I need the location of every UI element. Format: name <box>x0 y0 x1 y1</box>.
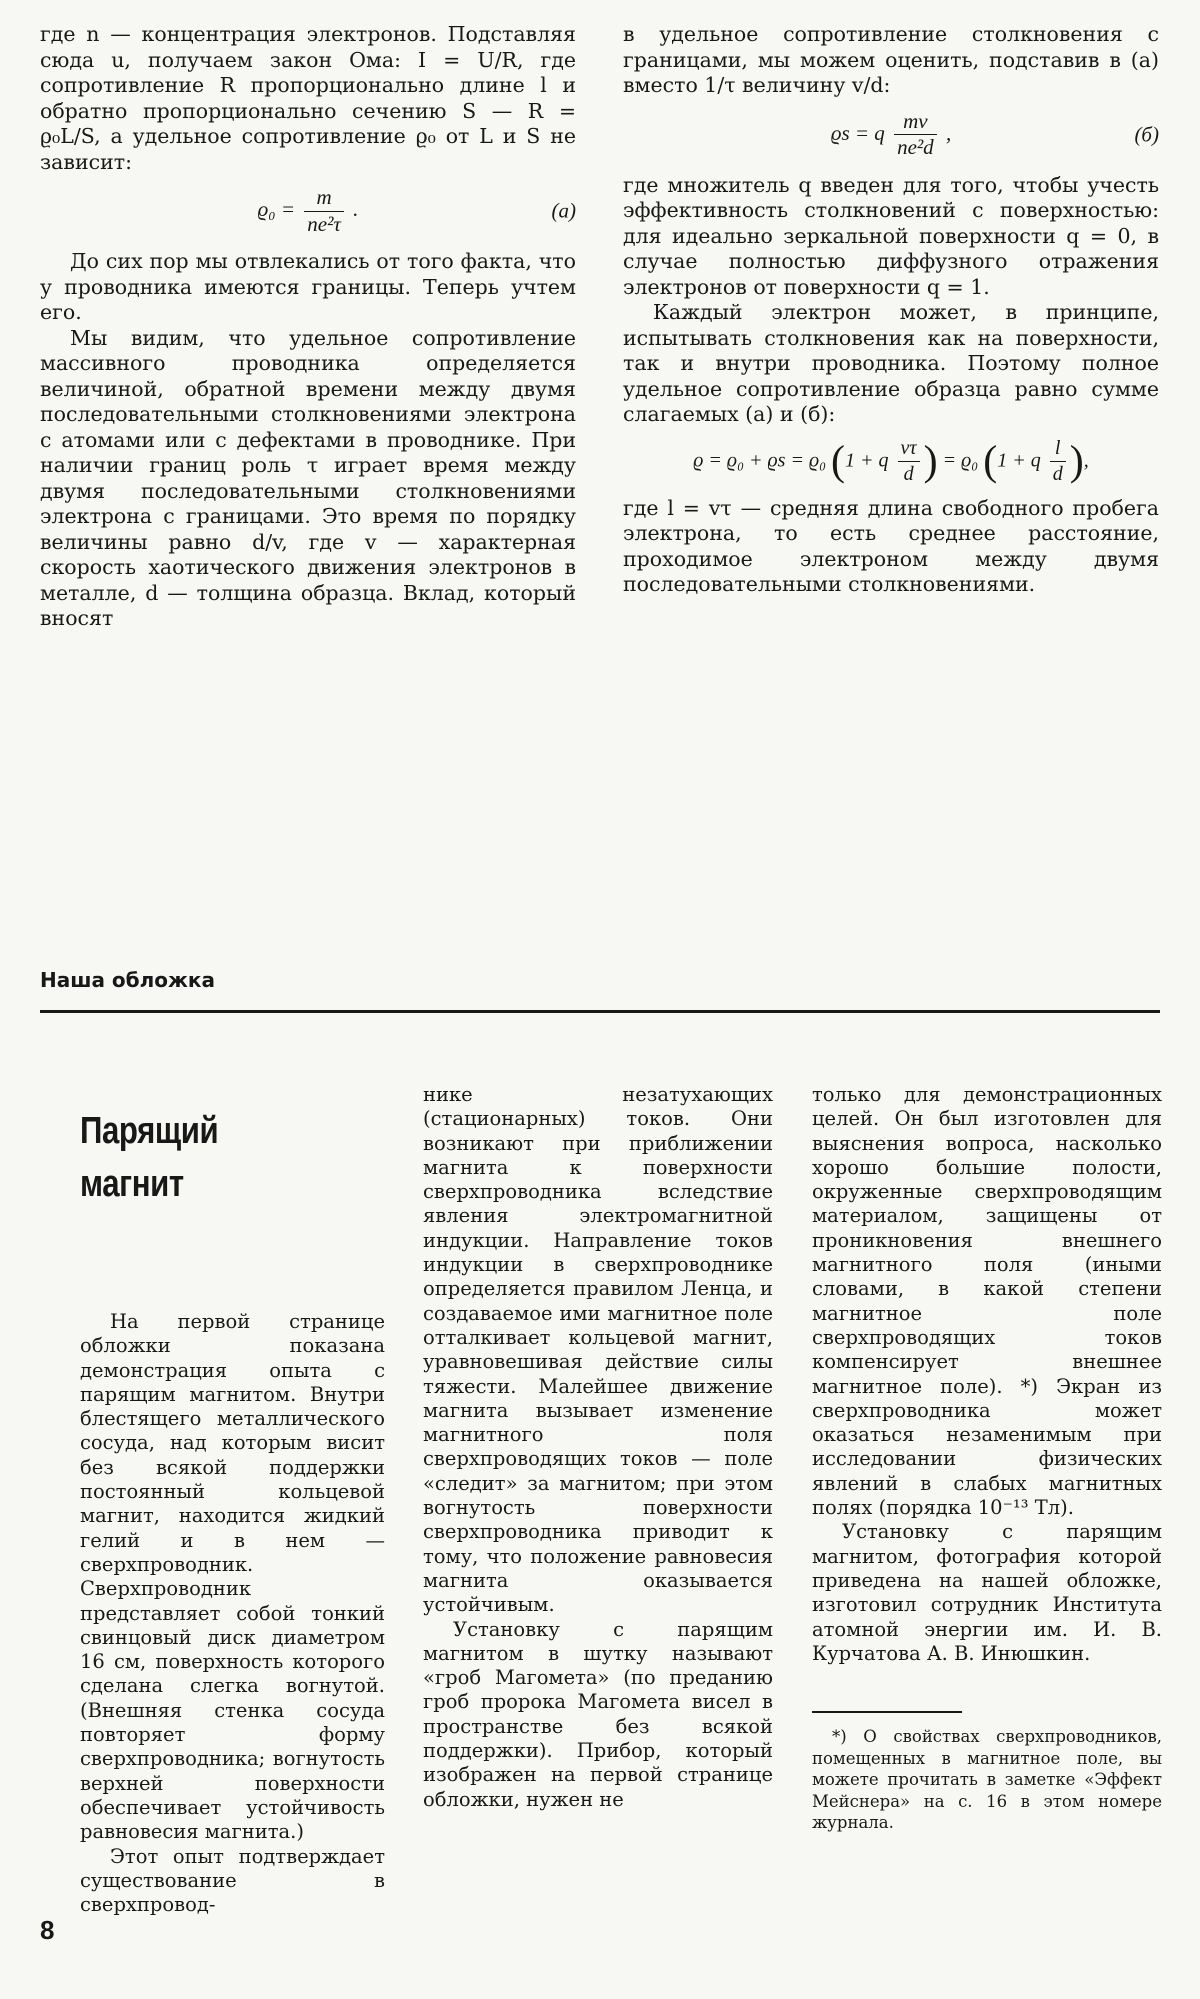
left-paren: ( <box>831 437 846 484</box>
fraction <box>898 436 920 488</box>
formula-inner: 1 + q <box>997 449 1041 472</box>
footnote-divider <box>812 1711 962 1713</box>
page-number: 8 <box>40 1915 55 1945</box>
paragraph: Каждый электрон может, в принципе, испытывать столкновения как на поверхности, так и внутри проводника. Поэтому полное удельное сопротивление образца равно сумме слагаемых (a) и (б): <box>623 300 1159 426</box>
article-column-3 <box>812 1083 1162 1666</box>
section-divider <box>40 1010 1160 1013</box>
formula-tail: , <box>945 120 952 145</box>
paragraph: Установку с парящим магнитом в шутку называют «гроб Магомета» (по преданию гроб пророка Магомета висел в пространстве без всякой поддержки). Прибор, который изображен на первой странице обложки, нужен не <box>423 1617 773 1811</box>
formula-a <box>40 185 576 237</box>
paragraph: в удельное сопротивление столкновения с границами, мы можем оценить, подставив в (a) вместо 1/τ величину v/d: <box>623 22 1159 97</box>
formula-c <box>623 436 1159 488</box>
paragraph: только для демонстрационных целей. Он был изготовлен для выяснения вопроса, насколько хорошо большие полости, окруженные сверхпроводящим материалом, защищены от проникновения внешнего магнитного поля (иными словами, в какой степени магнитное поле сверхпроводящих токов компенсирует внешнее магнитное поле). *) Экран из сверхпроводника может оказаться незаменимым при исследовании физических явлений в слабых магнитных полях (порядка 10⁻¹³ Тл). <box>812 1083 1162 1520</box>
formula-tail: . <box>353 196 359 221</box>
formula-tag: (a) <box>551 198 576 223</box>
formula-tail: , <box>1083 449 1089 472</box>
paragraph: На первой странице обложки показана демонстрация опыта с парящим магнитом. Внутри блестящего металлического сосуда, над которым висит без всякой поддержки постоянный кольцевой магнит, находится жидкий гелий и в нем — сверхпроводник. Сверхпроводник представляет собой тонкий свинцовый диск диаметром 16 см, поверхность которого сделана слегка вогнутой. (Внешняя стенка сосуда повторяет форму сверхпроводника; вогнутость верхней поверхности обеспечивает устойчивость равновесия магнита.) <box>80 1310 385 1844</box>
top-left-column <box>40 22 576 632</box>
denominator: d <box>903 463 914 485</box>
article-column-1 <box>80 1310 385 1917</box>
paragraph: Мы видим, что удельное сопротивление массивного проводника определяется величиной, обратной времени между двумя последовательными столкновениями электрона с атомами или с дефектами в проводнике. При наличии границ роль τ играет время между двумя последовательными столкновениями электрона с границами. Это время по порядку величины равно d/v, где v — характерная скорость хаотического движения электронов в металле, d — толщина образца. Вклад, который вносят <box>40 325 576 630</box>
formula-tag: (б) <box>1134 121 1159 146</box>
right-paren: ) <box>923 437 938 484</box>
denominator: d <box>1052 463 1063 485</box>
footnote: *) О свойствах сверхпроводников, помещенных в магнитное поле, вы можете прочитать в заметке «Эффект Мейснера» на с. 16 в этом номере журнала. <box>812 1727 1162 1832</box>
numerator: vτ <box>898 436 920 463</box>
paragraph: До сих пор мы отвлекались от того факта, что у проводника имеются границы. Теперь учтем его. <box>40 249 576 324</box>
fraction <box>304 185 344 237</box>
paragraph: Этот опыт подтверждает существование в сверхпровод- <box>80 1844 385 1917</box>
paragraph: где n — концентрация электронов. Подставляя сюда u, получаем закон Ома: I = U/R, где сопротивление R пропорционально длине l и обратно пропорционально сечению S — R = ϱ₀L/S, а удельное сопротивление ϱ₀ от L и S не зависит: <box>40 22 576 174</box>
denominator: ne²τ <box>307 211 341 236</box>
numerator: l <box>1050 436 1066 463</box>
fraction <box>894 109 937 161</box>
section-label: Наша обложка <box>40 968 215 992</box>
right-paren: ) <box>1069 437 1084 484</box>
formula-mid: = ϱ₀ <box>942 449 979 472</box>
article-headline: Парящий магнит <box>80 1110 219 1205</box>
left-paren: ( <box>983 437 998 484</box>
formula-b <box>623 109 1159 161</box>
numerator: m <box>304 185 344 212</box>
top-right-column <box>623 22 1159 598</box>
formula-lhs: ϱs = q <box>830 120 885 145</box>
formula-lhs: ϱ = ϱ₀ + ϱs = ϱ₀ <box>693 449 827 472</box>
article-column-2 <box>423 1083 773 1812</box>
numerator: mv <box>894 109 937 136</box>
formula-lhs: ϱ₀ = <box>257 196 295 221</box>
denominator: ne²d <box>897 135 934 159</box>
formula-inner: 1 + q <box>845 449 889 472</box>
fraction <box>1050 436 1066 488</box>
paragraph: где множитель q введен для того, чтобы учесть эффективность столкновений с поверхностью: для идеально зеркальной поверхности q = 0, в случае полностью диффузного отражения электронов от поверхности q = 1. <box>623 172 1159 299</box>
paragraph: где l = vτ — средняя длина свободного пробега электрона, то есть среднее расстояние, проходимое электроном между двумя последовательными столкновениями. <box>623 495 1159 596</box>
paragraph: Установку с парящим магнитом, фотография которой приведена на нашей обложке, изготовил сотрудник Института атомной энергии им. И. В. Курчатова А. В. Инюшкин. <box>812 1520 1162 1665</box>
paragraph: нике незатухающих (стационарных) токов. Они возникают при приближении магнита к поверхности сверхпроводника вследствие явления электромагнитной индукции. Направление токов индукции в сверхпроводнике определяется правилом Ленца, и создаваемое ими магнитное поле отталкивает кольцевой магнит, уравновешивая действие силы тяжести. Малейшее движение магнита вызывает изменение магнитного поля сверхпроводящих токов — поле «следит» за магнитом; при этом вогнутость поверхности сверхпроводника приводит к тому, что положение равновесия магнита оказывается устойчивым. <box>423 1083 773 1617</box>
